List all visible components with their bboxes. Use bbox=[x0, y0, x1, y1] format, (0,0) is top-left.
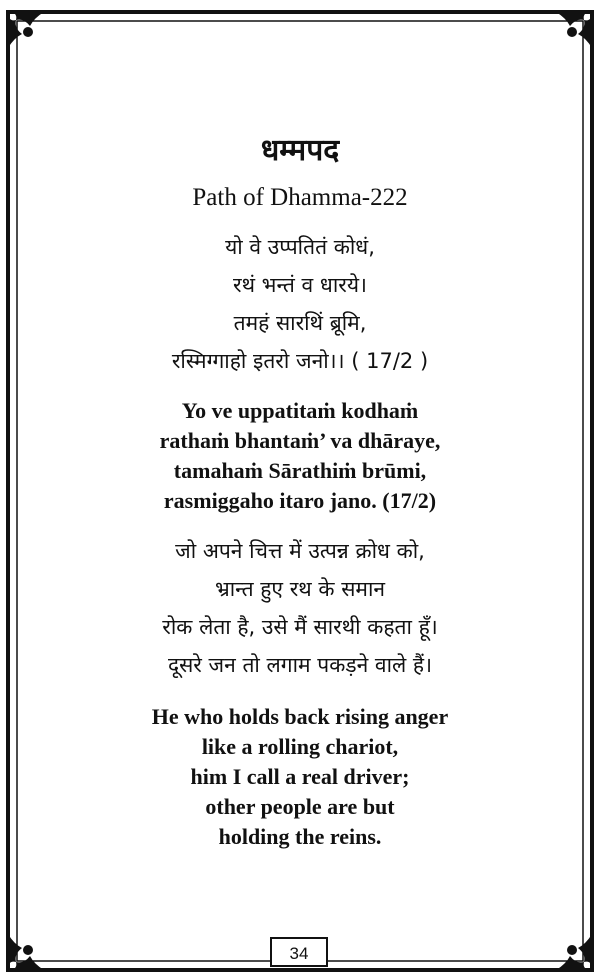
translation-line: like a rolling chariot, bbox=[201, 734, 399, 759]
verse-line: tamahaṁ Sārathiṁ brūmi, bbox=[173, 458, 427, 483]
corner-ornament-bottom-right bbox=[556, 934, 592, 970]
verse-line: रथं भन्तं व धारये। bbox=[233, 273, 367, 297]
verse-line: rasmiggaho itaro jano. (17/2) bbox=[163, 488, 437, 513]
title-english: Path of Dhamma-222 bbox=[192, 184, 408, 211]
translation-line: him I call a real driver; bbox=[190, 764, 410, 789]
verse-line: तमहं सारथिं ब्रूमि, bbox=[233, 311, 367, 335]
page-number: 34 bbox=[270, 937, 328, 967]
corner-ornament-top-right bbox=[556, 12, 592, 48]
verse-line: रस्मिग्गाहो इतरो जनो।। ( 17/2 ) bbox=[171, 349, 429, 373]
translation-line: He who holds back rising anger bbox=[151, 704, 449, 729]
verse-line: rathaṁ bhantaṁ’ va dhāraye, bbox=[159, 428, 441, 453]
title-hindi: धम्मपद bbox=[260, 133, 340, 168]
pali-roman-verse bbox=[40, 396, 560, 516]
translation-line: रोक लेता है, उसे मैं सारथी कहता हूँ। bbox=[162, 615, 438, 639]
hindi-translation bbox=[40, 532, 560, 684]
corner-ornament-bottom-left bbox=[8, 934, 44, 970]
translation-line: दूसरे जन तो लगाम पकड़ने वाले हैं। bbox=[167, 653, 433, 677]
english-translation bbox=[40, 702, 560, 852]
corner-ornament-top-left bbox=[8, 12, 44, 48]
translation-line: भ्रान्त हुए रथ के समान bbox=[214, 577, 386, 601]
verse-line: Yo ve uppatitaṁ kodhaṁ bbox=[181, 398, 419, 423]
verse-line: यो वे उप्पतितं कोधं, bbox=[225, 235, 375, 259]
translation-line: जो अपने चित्त में उत्पन्न क्रोध को, bbox=[175, 539, 425, 563]
translation-line: other people are but bbox=[205, 794, 395, 819]
pali-devanagari-verse bbox=[40, 228, 560, 380]
translation-line: holding the reins. bbox=[218, 824, 382, 849]
